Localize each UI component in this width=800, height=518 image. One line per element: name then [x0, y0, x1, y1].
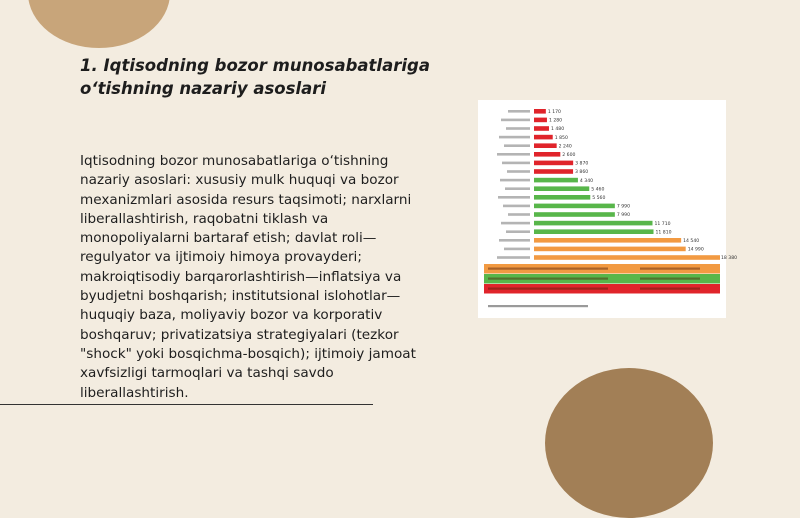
legend-text	[488, 268, 608, 270]
category-label	[506, 127, 530, 130]
bar	[534, 186, 589, 191]
bar-value-label: 4 340	[579, 178, 594, 184]
decorative-circle-bottom	[545, 368, 713, 518]
bar-value-label: 14 990	[687, 247, 704, 253]
bar	[534, 178, 578, 183]
bar-value-label: 2 600	[562, 153, 576, 158]
category-label	[497, 153, 530, 156]
category-label	[505, 187, 530, 190]
bar	[534, 135, 553, 140]
bar	[534, 161, 573, 166]
bar	[534, 255, 720, 260]
bar	[534, 221, 653, 226]
bar-value-label: 1 850	[554, 135, 568, 141]
category-label	[501, 119, 530, 122]
bar-value-label: 7 990	[616, 204, 631, 210]
bar-chart	[478, 100, 738, 318]
bar	[534, 169, 573, 174]
category-label	[504, 144, 530, 147]
bar	[534, 229, 654, 234]
bar	[534, 109, 546, 114]
chart-footnote	[488, 305, 588, 307]
bar-value-label: 1 170	[547, 110, 561, 115]
divider-line	[0, 404, 373, 405]
category-label	[506, 230, 530, 233]
bar-value-label: 7 990	[616, 213, 631, 219]
category-label	[499, 136, 530, 139]
bar-value-label: 1 480	[550, 127, 565, 133]
bar-value-label: 3 860	[575, 170, 589, 176]
slide-title: 1. Iqtisodning bozor munosabatlariga o‘tishning nazariy asoslari	[80, 56, 430, 98]
chart-card	[478, 100, 738, 318]
category-label	[508, 110, 530, 113]
category-label	[501, 222, 530, 225]
category-label	[502, 162, 530, 165]
decorative-circle-top	[28, 0, 170, 48]
category-label	[507, 170, 530, 173]
category-label	[500, 179, 530, 182]
bar-value-label: 14 540	[683, 239, 700, 244]
bar-value-label: 1 280	[548, 118, 563, 124]
bar-value-label: 18 380	[721, 256, 738, 262]
bar-value-label: 3 870	[575, 161, 589, 167]
bar-value-label: 2 240	[558, 144, 572, 150]
legend-range	[640, 278, 700, 280]
bar-value-label: 5 560	[592, 196, 606, 201]
bar	[534, 118, 547, 123]
bar	[534, 195, 590, 200]
category-label	[498, 196, 530, 199]
bar	[534, 247, 686, 252]
bar	[534, 212, 615, 217]
bar	[534, 152, 560, 157]
legend-range	[640, 288, 700, 290]
bar	[534, 238, 681, 243]
bar-value-label: 5 460	[591, 187, 605, 193]
category-label	[499, 239, 530, 242]
bar-value-label: 11 810	[655, 230, 672, 236]
legend-text	[488, 278, 608, 280]
bar	[534, 126, 549, 131]
bar-value-label: 11 710	[654, 221, 671, 227]
bar	[534, 204, 615, 209]
legend-text	[488, 288, 608, 290]
legend-range	[640, 268, 700, 270]
category-label	[497, 256, 530, 259]
category-label	[504, 248, 530, 251]
category-label	[508, 213, 530, 216]
category-label	[503, 205, 530, 208]
bar	[534, 143, 557, 148]
slide-body-text: Iqtisodning bozor munosabatlariga o‘tishning nazariy asoslari: xususiy mulk huquqi va bozor mexanizmlari asosida resurs taqsimoti; narxlarni liberallashtirish, raqobatni tiklash va monopoliyalarni bartaraf etish; davlat roli—regulyator va ijtimoiy himoya provayderi; makroiqtisodiy barqarorlashtirish—inflatsiya va byudjetni boshqarish; institutsional islohotlar—huquqiy baza, moliyaviy bozor va korporativ boshqaruv; privatizatsiya strategiyalari (tezkor "shock" yoki bosqichma-bosqich); ijtimoiy jamoat xavfsizligi tarmoqlari va tashqi savdo liberallashtirish.	[80, 153, 416, 401]
